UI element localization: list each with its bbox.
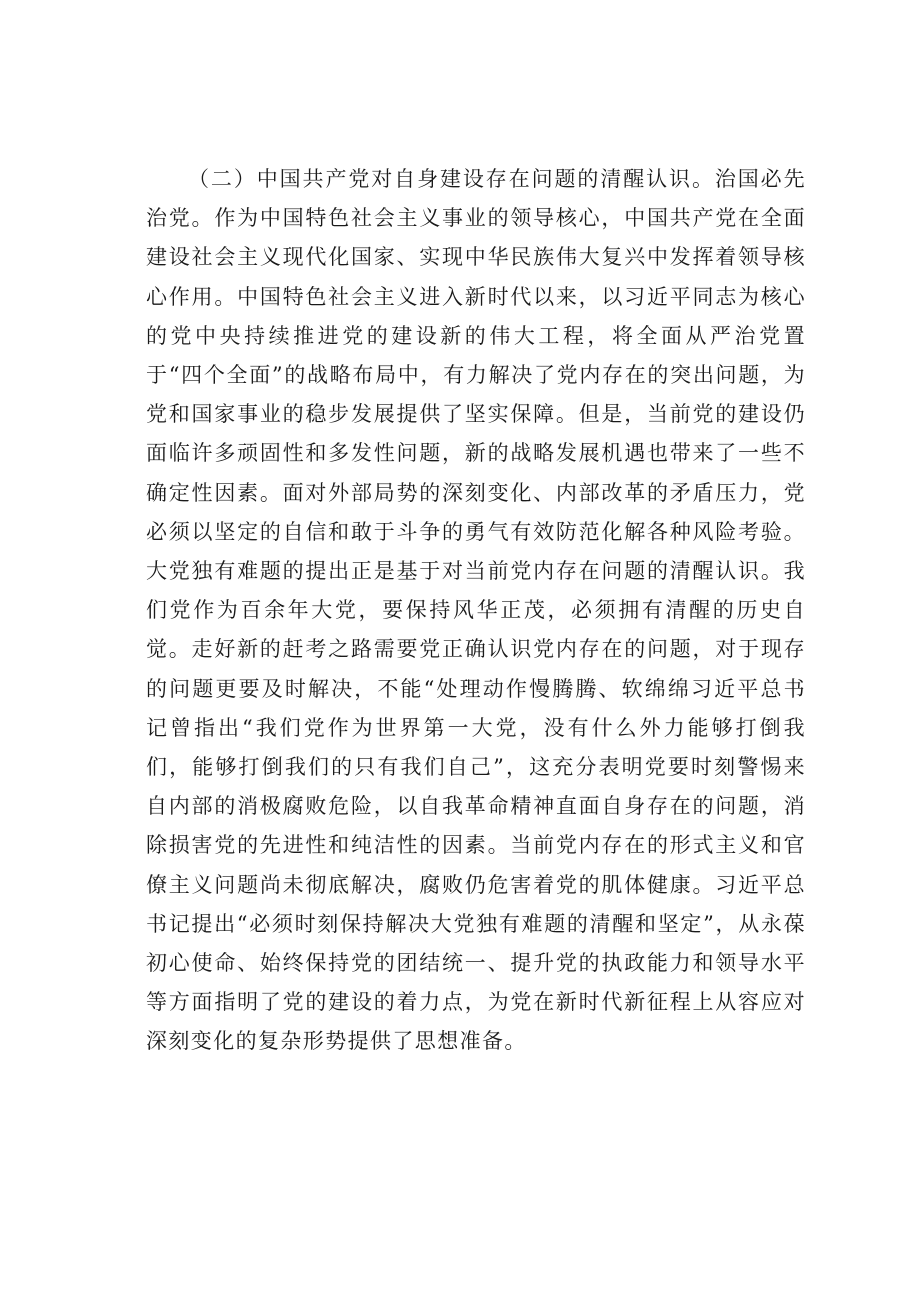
paragraph-line: （二）中国共产党对自身建设存在问题的清醒认识。治国必先 — [188, 167, 806, 191]
paragraph-line: 健康。习近平总书记提出“必须时刻保持解决大党独有难题的清醒和 — [146, 872, 806, 936]
paragraph-line: 力和领导水平等方面指明了党的建设的着力点，为党在新时代新征程 — [146, 951, 806, 1015]
paragraph-line: 的战略布局中，有力解决了党内存在的突出问题，为党和国家事业的 — [146, 363, 806, 427]
paragraph-line: 在的形式主义和官僚主义问题尚未彻底解决，腐败仍危害着党的肌体 — [146, 833, 806, 897]
paragraph-line: 持风华正茂，必须拥有清醒的历史自觉。走好新的赶考之路需要党正 — [146, 598, 806, 662]
paragraph-line: 于斗争的勇气有效防范化解各种风险考验。大党独有难题的提出正是 — [146, 519, 806, 584]
paragraph-line: 稳步发展提供了坚实保障。但是，当前党的建设仍面临许多顽固性和 — [146, 402, 806, 466]
paragraph-line: 基于对当前党内存在问题的清醒认识。我们党作为百余年大党，要保 — [146, 559, 806, 623]
paragraph-line: 没有什么外力能够打倒我们，能够打倒我们的只有我们自己”，这充 — [146, 715, 806, 780]
paragraph-line: 治党。作为中国特色社会主义事业的领导核心，中国共产党在全面建 — [146, 206, 806, 270]
paragraph-line: 多发性问题，新的战略发展机遇也带来了一些不确定性因素。面对外 — [146, 441, 806, 505]
body-paragraph — [146, 160, 806, 1062]
paragraph-line: 用。中国特色社会主义进入新时代以来，以习近平同志为核心的党中 — [146, 284, 806, 348]
paragraph-line: 坚定”，从永葆初心使命、始终保持党的团结统一、提升党的执政能 — [146, 911, 806, 976]
paragraph-line: 确认识党内存在的问题，对于现存的问题更要及时解决，不能“处理 — [146, 637, 806, 701]
paragraph-line: 设社会主义现代化国家、实现中华民族伟大复兴中发挥着领导核心作 — [146, 245, 806, 309]
paragraph-line: 上从容应对深刻变化的复杂形势提供了思想准备。 — [146, 990, 806, 1054]
paragraph-line: 分表明党要时刻警惕来自内部的消极腐败危险，以自我革命精神直面 — [146, 755, 806, 819]
paragraph-line: 动作慢腾腾、软绵绵习近平总书记曾指出“我们党作为世界第一大党， — [146, 676, 806, 740]
paragraph-line: 央持续推进党的建设新的伟大工程，将全面从严治党置于“四个全面” — [146, 323, 806, 388]
paragraph-line: 自身存在的问题，消除损害党的先进性和纯洁性的因素。当前党内存 — [146, 794, 806, 858]
paragraph-line: 部局势的深刻变化、内部改革的矛盾压力，党必须以坚定的自信和敢 — [146, 480, 807, 544]
